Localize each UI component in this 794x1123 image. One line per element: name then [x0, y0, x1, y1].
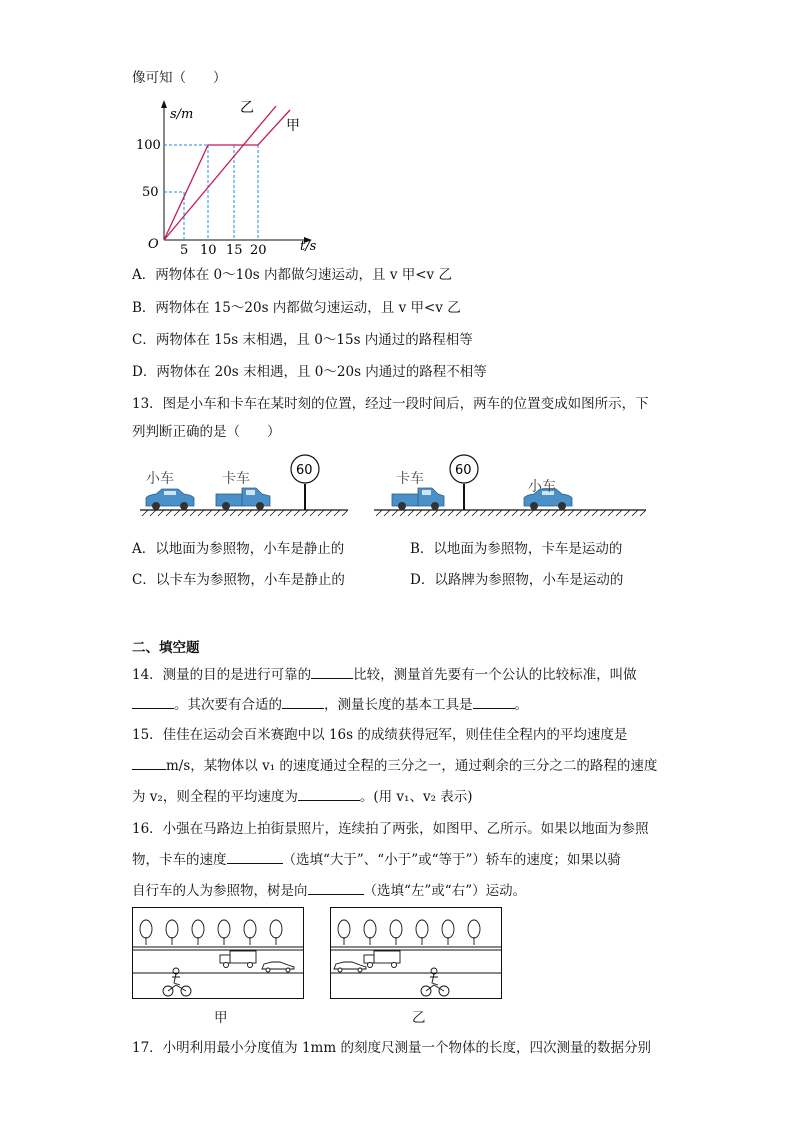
left-small-car-label: 小车: [146, 471, 174, 487]
q14-line1: 14．测量的目的是进行可靠的 比较，测量首先要有一个公认的比较标准，叫做: [132, 667, 637, 683]
q16-caption-yi: 乙: [412, 1010, 426, 1026]
q14-blank-2[interactable]: [132, 696, 174, 709]
line-jia-label: 甲: [286, 118, 300, 134]
q15-line1: 15．佳佳在运动会百米赛跑中以 16s 的成绩获得冠军，则佳佳全程内的平均速度是: [132, 727, 628, 743]
q16-line2: 物，卡车的速度 （选填“大于”、“小于”或“等于”）轿车的速度；如果以骑: [132, 852, 621, 868]
y-tick-50: 50: [142, 185, 159, 200]
q16-figure-jia: [132, 907, 304, 999]
right-sign-label: 60: [455, 463, 472, 478]
right-ground-hatch: [376, 510, 646, 516]
q13-figure: [138, 452, 660, 524]
left-sign-label: 60: [296, 463, 313, 478]
q14-line2: 。其次要有合适的 ，测量长度的基本工具是 。: [132, 693, 528, 713]
q16-caption-jia: 甲: [214, 1010, 228, 1026]
q16-line3: 自行车的人为参照物，树是向 （选填“左”或“右”）运动。: [132, 883, 527, 899]
x-axis-label: t/s: [300, 239, 317, 254]
q16-blank-2[interactable]: [308, 882, 364, 895]
q13-stem-line1: 13．图是小车和卡车在某时刻的位置，经过一段时间后，两车的位置变成如图所示，下: [132, 396, 649, 412]
q13-option-c: C．以卡车为参照物，小车是静止的: [132, 572, 345, 588]
line-yi-label: 乙: [240, 100, 254, 116]
line-jia: [164, 110, 290, 240]
left-small-car-icon: [146, 489, 194, 510]
line-yi: [164, 106, 276, 240]
q15-blank-2[interactable]: [298, 788, 360, 801]
section-title: 二、填空题: [132, 640, 200, 656]
x-tick-15: 15: [226, 243, 243, 254]
q15-blank-1[interactable]: [132, 757, 166, 770]
left-truck-label: 卡车: [222, 471, 250, 487]
q13-option-d: D．以路牌为参照物，小车是运动的: [410, 572, 624, 588]
q13-option-a: A．以地面为参照物，小车是静止的: [132, 541, 345, 557]
x-tick-5: 5: [180, 243, 189, 254]
q14-blank-3[interactable]: [282, 696, 324, 709]
q12-option-c: C．两物体在 15s 末相遇，且 0～15s 内通过的路程相等: [132, 332, 473, 348]
right-truck-label: 卡车: [396, 471, 424, 487]
q12-option-a: A．两物体在 0～10s 内都做匀速运动，且 v 甲<v 乙: [132, 267, 452, 283]
y-tick-100: 100: [136, 138, 161, 153]
x-tick-10: 10: [200, 243, 217, 254]
q12-option-d: D．两物体在 20s 末相遇，且 0～20s 内通过的路程不相等: [132, 364, 487, 380]
y-axis-arrow: [161, 100, 167, 108]
q17-line1: 17．小明利用最小分度值为 1mm 的刻度尺测量一个物体的长度，四次测量的数据分别: [132, 1040, 651, 1056]
q13-option-b: B．以地面为参照物，卡车是运动的: [410, 541, 623, 557]
q16-line1: 16．小强在马路边上拍街景照片，连续拍了两张，如图甲、乙所示。如果以地面为参照: [132, 821, 649, 837]
y-axis-label: s/m: [170, 107, 194, 122]
dashed-guides: [164, 145, 258, 240]
q14-blank-1[interactable]: [311, 666, 353, 679]
q13-stem-line2: 列判断正确的是（ ）: [132, 424, 281, 440]
left-ground-hatch: [142, 510, 348, 516]
q12-graph: [128, 96, 328, 254]
q12-option-b: B．两物体在 15～20s 内都做匀速运动，且 v 甲<v 乙: [132, 300, 461, 316]
q14-blank-4[interactable]: [473, 696, 515, 709]
q16-figure-yi: [330, 907, 502, 999]
origin-label: O: [148, 237, 159, 252]
right-truck-icon: [392, 488, 444, 510]
q12-stem: 像可知（ ）: [132, 70, 227, 86]
q15-line2: m/s，某物体以 v₁ 的速度通过全程的三分之一，通过剩余的三分之二的路程的速度: [132, 754, 657, 774]
q16-blank-1[interactable]: [227, 851, 283, 864]
q15-line3: 为 v₂，则全程的平均速度为 。(用 v₁、v₂ 表示): [132, 789, 473, 805]
left-truck-icon: [216, 488, 270, 510]
right-small-car-label: 小车: [528, 479, 556, 495]
x-tick-20: 20: [250, 243, 267, 254]
